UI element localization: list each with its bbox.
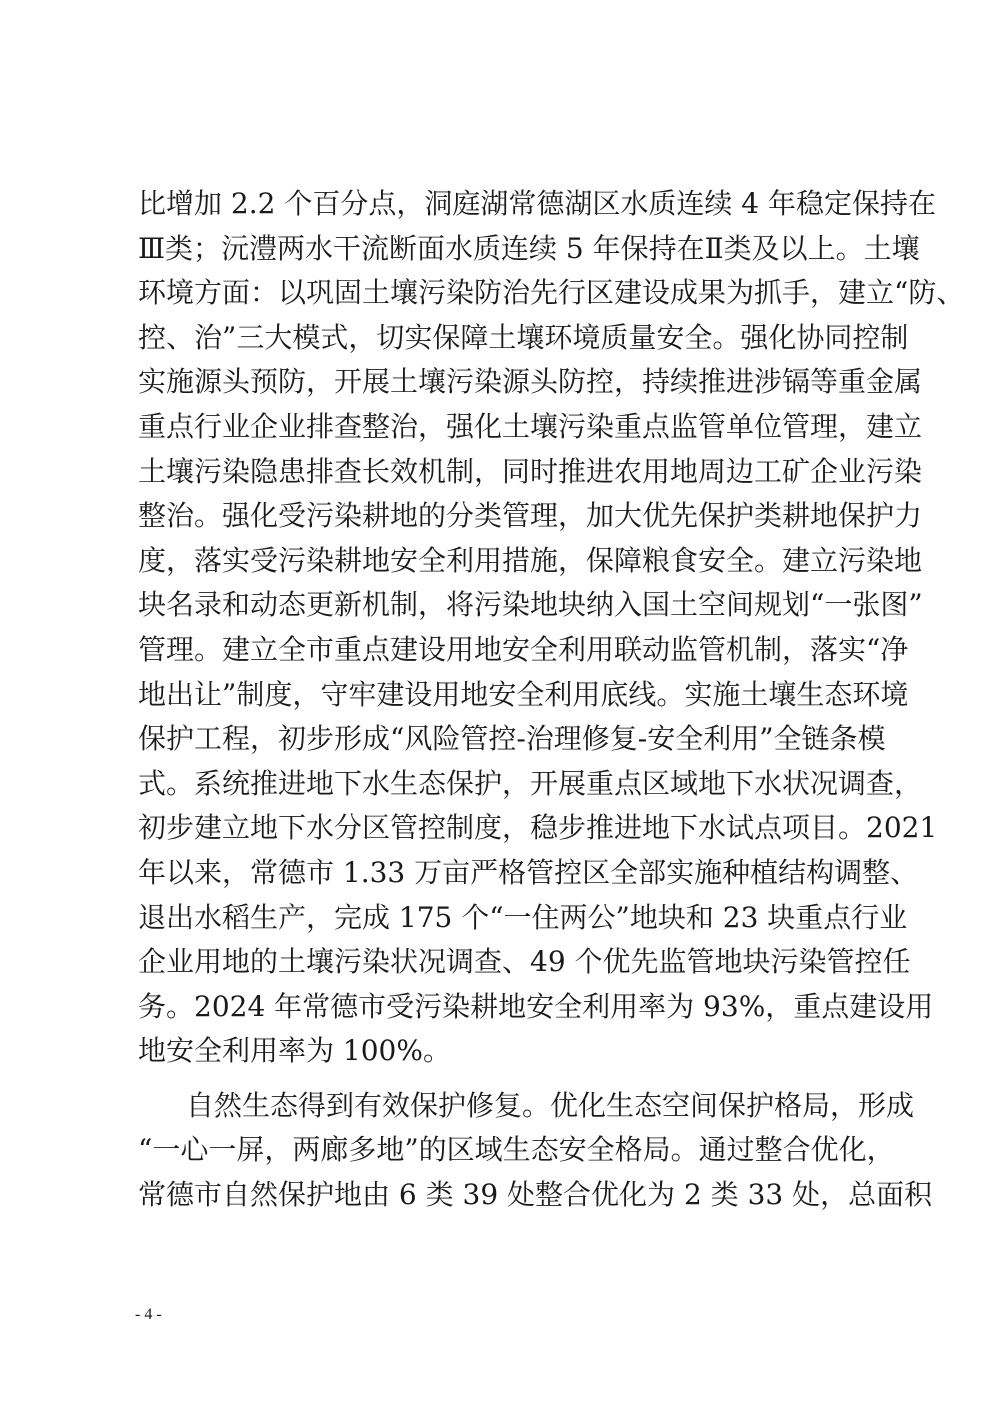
- paragraph-soil-environment: [138, 182, 965, 1074]
- text-line: 年以来，常德市 1.33 万亩严格管控区全部实施种植结构调整、: [138, 855, 919, 889]
- text-line: 务。2024 年常德市受污染耕地安全利用率为 93%，重点建设用: [138, 989, 934, 1023]
- text-line: 地出让”制度，守牢建设用地安全利用底线。实施土壤生态环境: [138, 677, 909, 711]
- text-line: 地安全利用率为 100%。: [138, 1034, 451, 1068]
- paragraph-natural-ecology: [138, 1084, 933, 1218]
- text-line: 保护工程，初步形成“风险管控-治理修复-安全利用”全链条模: [138, 722, 886, 756]
- text-line: 整治。强化受污染耕地的分类管理，加大优先保护类耕地保护力: [138, 499, 923, 533]
- text-line: 块名录和动态更新机制，将污染地块纳入国土空间规划“一张图”: [138, 588, 923, 622]
- page-number: - 4 -: [135, 1306, 162, 1323]
- text-line: 自然生态得到有效保护修复。优化生态空间保护格局，形成: [186, 1088, 915, 1122]
- text-line: 度，落实受污染耕地安全利用措施，保障粮食安全。建立污染地: [138, 543, 923, 577]
- text-line: “一心一屏，两廊多地”的区域生态安全格局。通过整合优化，: [138, 1133, 895, 1167]
- text-line: 企业用地的土壤污染状况调查、49 个优先监管地块污染管控任: [138, 945, 911, 979]
- text-line: 管理。建立全市重点建设用地安全利用联动监管机制，落实“净: [138, 632, 909, 666]
- text-line: 退出水稻生产，完成 175 个“一住两公”地块和 23 块重点行业: [138, 900, 908, 934]
- paragraph-gap: [138, 1074, 878, 1084]
- text-line: 环境方面：以巩固土壤污染防治先行区建设成果为抓手，建立“防、: [138, 276, 965, 310]
- text-line: 常德市自然保护地由 6 类 39 处整合优化为 2 类 33 处，总面积: [138, 1178, 933, 1212]
- text-line: 实施源头预防，开展土壤污染源头防控，持续推进涉镉等重金属: [138, 365, 923, 399]
- body-text: [138, 182, 965, 1218]
- text-line: 初步建立地下水分区管控制度，稳步推进地下水试点项目。2021: [138, 811, 938, 845]
- text-line: 重点行业企业排查整治，强化土壤污染重点监管单位管理，建立: [138, 409, 923, 443]
- text-line: 比增加 2.2 个百分点，洞庭湖常德湖区水质连续 4 年稳定保持在: [138, 187, 936, 220]
- text-line: 控、治”三大模式，切实保障土壤环境质量安全。强化协同控制: [138, 320, 909, 354]
- text-line: 土壤污染隐患排查长效机制，同时推进农用地周边工矿企业污染: [138, 454, 923, 488]
- text-line: Ⅲ类；沅澧两水干流断面水质连续 5 年保持在Ⅱ类及以上。土壤: [138, 231, 920, 265]
- text-line: 式。系统推进地下水生态保护，开展重点区域地下水状况调查，: [138, 766, 923, 800]
